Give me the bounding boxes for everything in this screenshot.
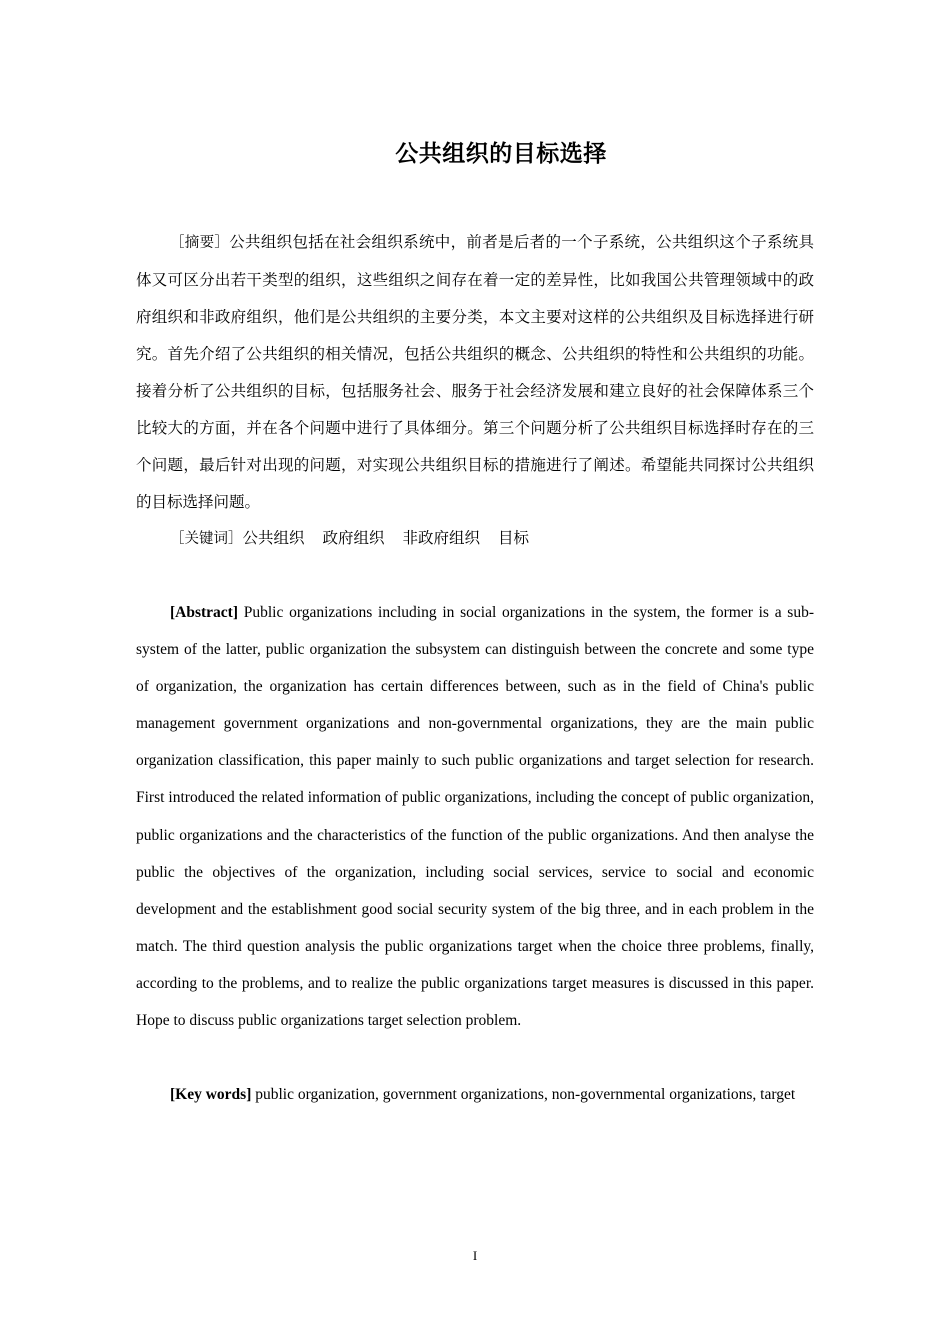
page-title: 公共组织的目标选择 xyxy=(395,141,607,167)
english-keywords-text: public organization, government organizations, non-governmental organizations, target xyxy=(255,1086,796,1103)
page-number: I xyxy=(472,1248,478,1263)
keyword-item: 目标 xyxy=(498,530,530,547)
english-abstract xyxy=(136,594,814,1039)
keyword-item: 公共组织 xyxy=(242,530,305,547)
chinese-keywords-label: ［关键词］ xyxy=(170,531,243,547)
keyword-item: 政府组织 xyxy=(322,530,385,547)
chinese-keywords xyxy=(136,520,814,558)
keyword-item: 非政府组织 xyxy=(402,530,481,547)
english-abstract-text: Public organizations including in social organizations in the system, the former is a sub-system of the latter, public organization the subsystem can distinguish between the concrete and some type of organization, the organization has certain differences between, such as in the field of China's public management government organizations and non-governmental organizations, they are the main public organization classification, this paper mainly to such public organizations and target selection for research. First introduced the related information of public organizations, including the concept of public organization, public organizations and the characteristics of the function of the public organizations. And then analyse the public the objectives of the organization, including social services, service to social and economic development and the establishment good social security system of the big three, and in each problem in the match. The third question analysis the public organizations target when the choice three problems, finally, according to the problems, and to realize the public organizations target measures is discussed in this paper. Hope to discuss public organizations target selection problem. xyxy=(136,604,814,1030)
chinese-abstract-text: 公共组织包括在社会组织系统中，前者是后者的一个子系统，公共组织这个子系统具体又可区分出若干类型的组织，这些组织之间存在着一定的差异性，比如我国公共管理领域中的政府组织和非政府组织，他们是公共组织的主要分类，本文主要对这样的公共组织及目标选择进行研究。首先介绍了公共组织的相关情况，包括公共组织的概念、公共组织的特性和公共组织的功能。接着分析了公共组织的目标，包括服务社会、服务于社会经济发展和建立良好的社会保障体系三个比较大的方面，并在各个问题中进行了具体细分。第三个问题分析了公共组织目标选择时存在的三个问题，最后针对出现的问题，对实现公共组织目标的措施进行了阐述。希望能共同探讨公共组织的目标选择问题。 xyxy=(136,234,814,511)
chinese-abstract-label: ［摘要］ xyxy=(170,235,230,251)
english-keywords xyxy=(136,1076,814,1113)
english-keywords-label: [Key words] xyxy=(170,1086,252,1103)
english-abstract-label: [Abstract] xyxy=(170,604,239,621)
chinese-abstract xyxy=(136,224,814,521)
